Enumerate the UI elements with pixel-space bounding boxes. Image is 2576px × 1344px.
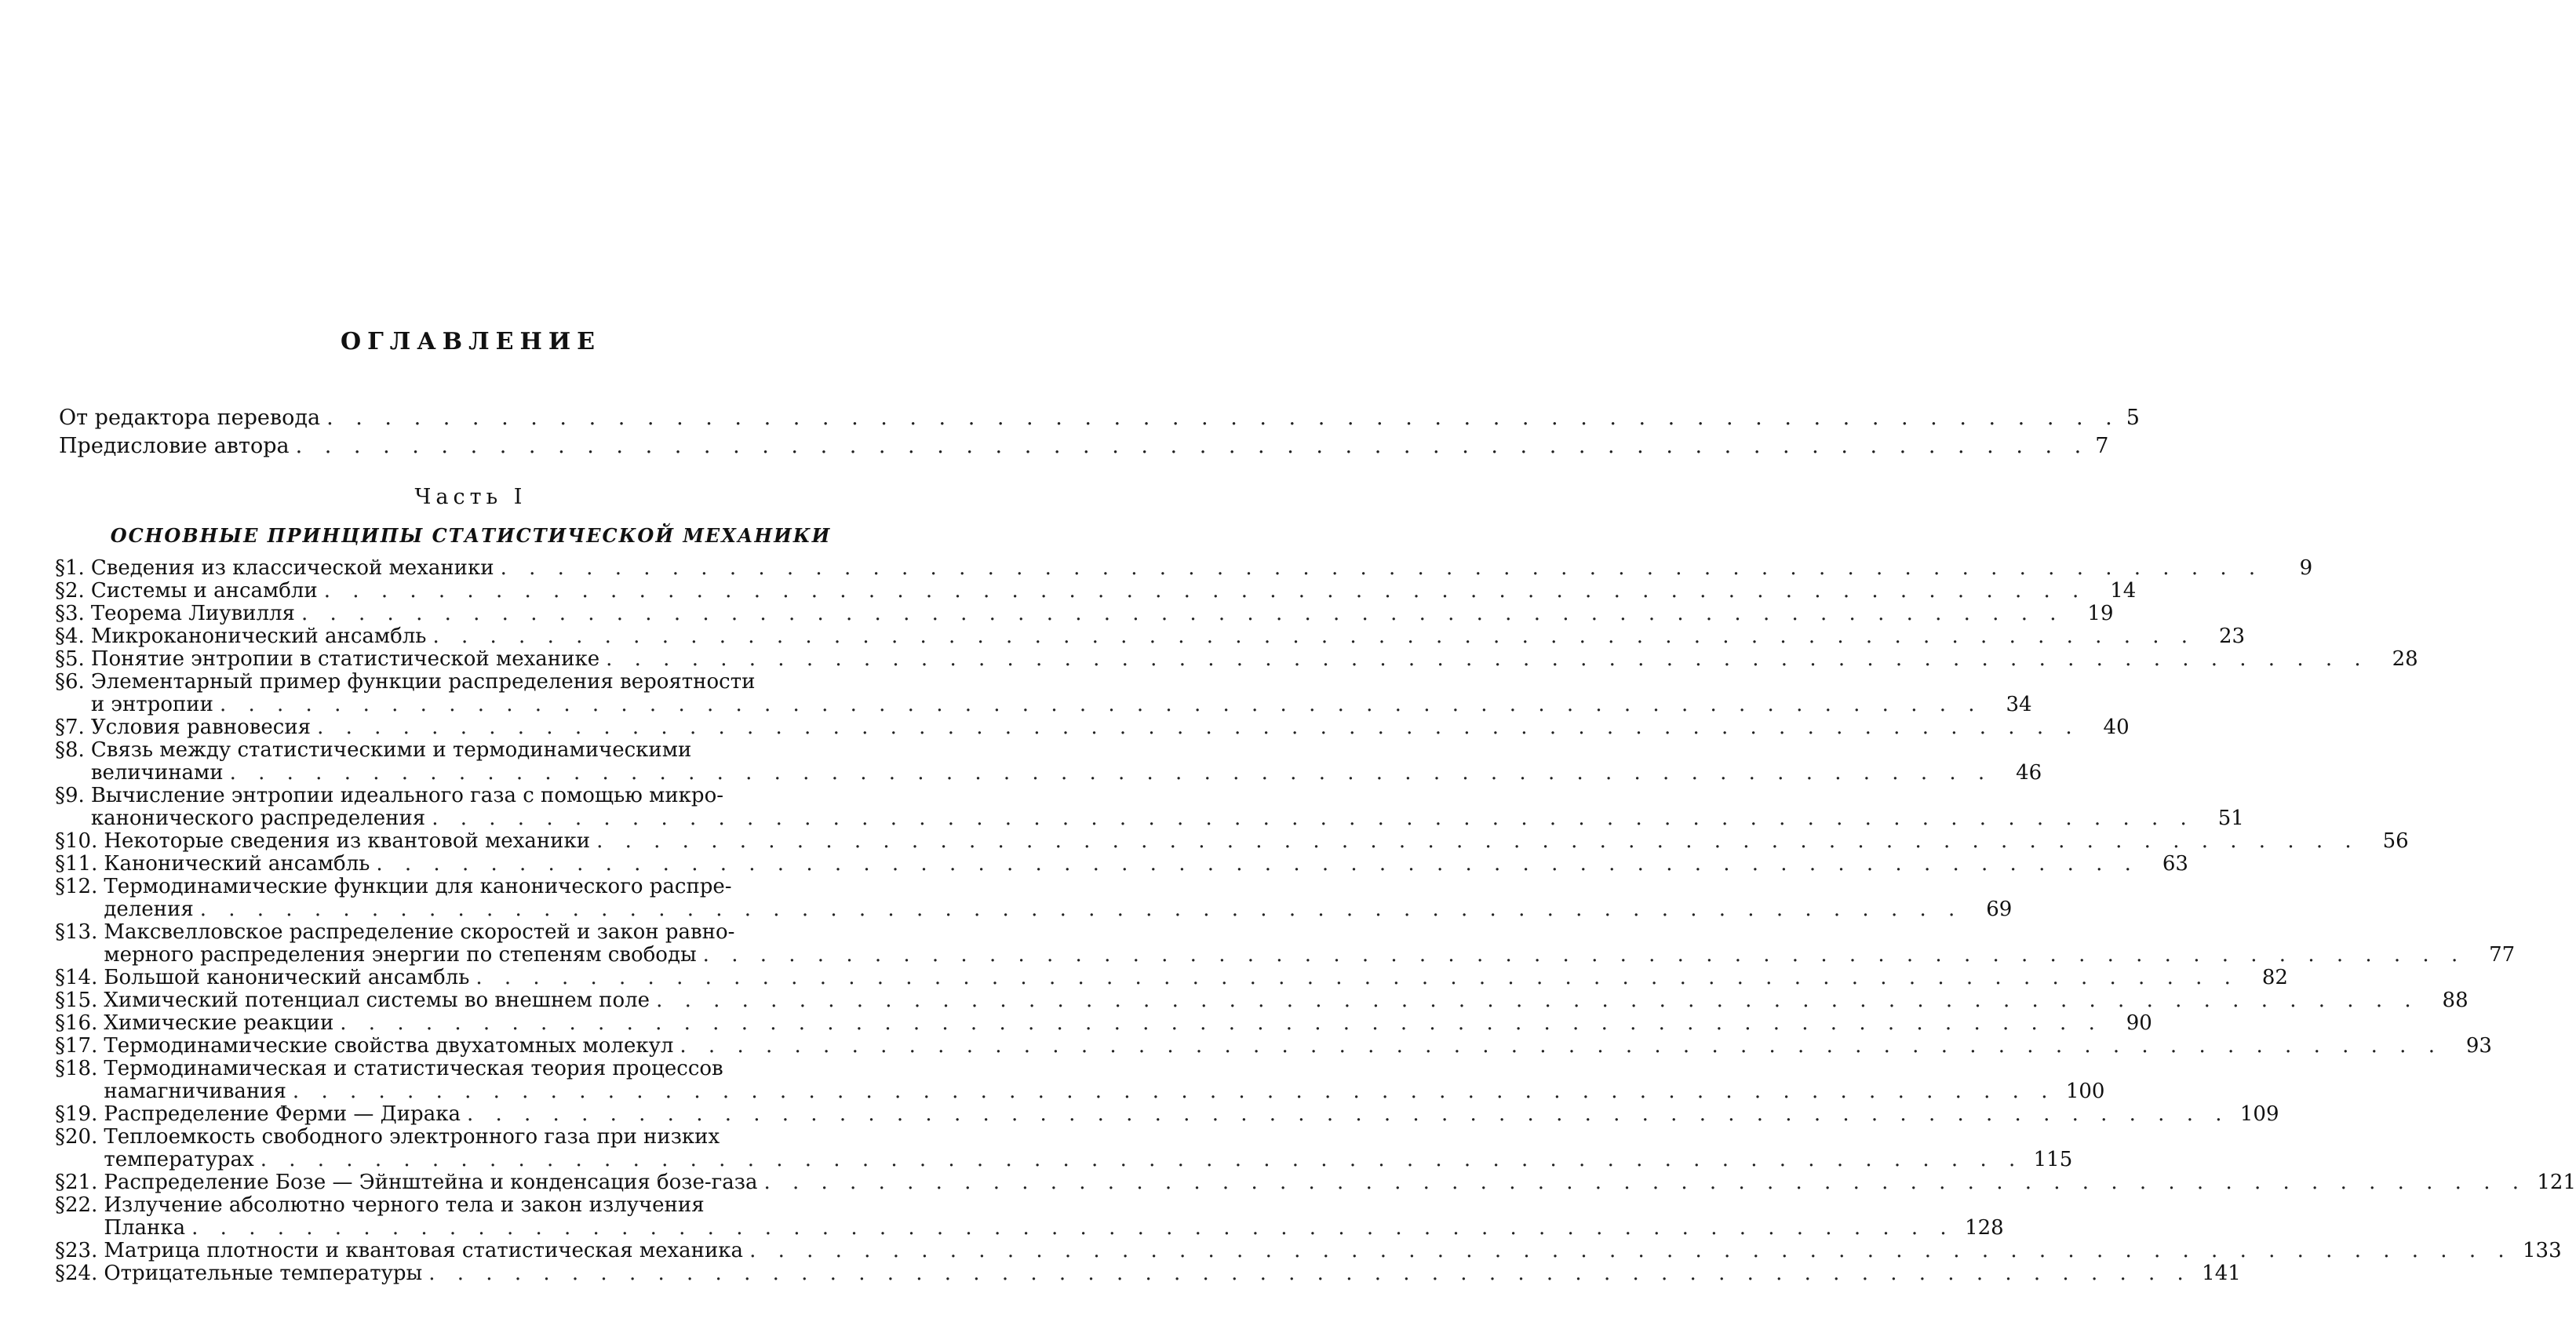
- part-number: Часть I: [414, 485, 527, 509]
- page-number: 51: [2217, 807, 2244, 830]
- entry-body: [104, 1262, 2240, 1285]
- entry-title: Термодинамическая и статистическая теория процессов: [104, 1057, 723, 1080]
- entry-line: [91, 603, 2114, 625]
- toc-entry: [55, 852, 2188, 876]
- toc-entry: [55, 625, 2246, 648]
- section-mark: §: [55, 1034, 65, 1058]
- toc-entry: [55, 1193, 2004, 1240]
- leader-dots: [596, 830, 2359, 853]
- part-title: ОСНОВНЫЕ ПРИНЦИПЫ СТАТИСТИЧЕСКОЙ МЕХАНИКИ: [110, 524, 832, 547]
- leader-dots: [200, 898, 1963, 921]
- entry-body: [104, 921, 2515, 967]
- entry-line: [104, 1240, 2561, 1262]
- page-number: 34: [2006, 693, 2032, 716]
- entry-title: Распределение Бозе — Эйнштейна и конденсация бозе-газа: [104, 1171, 758, 1194]
- leader-dots: [301, 603, 2064, 625]
- section-number: 9.: [65, 784, 85, 807]
- entry-title: Термодинамические свойства двухатомных молекул: [104, 1034, 674, 1058]
- section-number: 20.: [65, 1125, 98, 1149]
- leader-dots: [220, 694, 1983, 716]
- entry-title: Канонический ансамбль: [104, 852, 370, 876]
- section-number: 1.: [65, 556, 85, 580]
- toc-entry: [55, 784, 2244, 830]
- entry-body: [104, 876, 2012, 921]
- entry-line: [104, 853, 2188, 876]
- section-mark: §: [55, 875, 65, 898]
- entry-title: Связь между статистическими и термодинамическими: [90, 738, 692, 762]
- section-mark: §: [55, 670, 65, 694]
- toc-entry: [55, 1102, 2279, 1126]
- entry-title: Сведения из классической механики: [90, 556, 494, 580]
- leader-dots: [376, 853, 2139, 876]
- page-number: 23: [2218, 625, 2246, 648]
- toc-entry: [55, 1262, 2241, 1285]
- entry-body: [104, 1012, 2152, 1035]
- section-mark: §: [55, 989, 65, 1012]
- section-number: 6.: [65, 670, 85, 694]
- section-mark: §: [55, 716, 65, 739]
- entry-body: [104, 1103, 2279, 1126]
- page-number: 93: [2465, 1034, 2492, 1058]
- section-mark: §: [55, 602, 65, 625]
- toc-list: [55, 556, 2576, 1285]
- section-number: 21.: [65, 1171, 98, 1194]
- entry-body: [104, 1058, 2104, 1103]
- section-mark: §: [55, 1057, 65, 1080]
- entry-line: [91, 785, 2244, 807]
- leader-dots: [296, 432, 2090, 461]
- section-number: 3.: [65, 602, 85, 625]
- entry-title: Условия равновесия: [90, 716, 312, 739]
- section-number: 4.: [65, 625, 85, 648]
- section-number: 19.: [65, 1102, 98, 1126]
- entry-body: [104, 1035, 2492, 1058]
- entry-title: величинами: [90, 761, 224, 785]
- entry-title: Химические реакции: [104, 1011, 334, 1035]
- leader-dots: [680, 1035, 2443, 1058]
- entry-line: [91, 694, 2032, 716]
- page-number: 46: [2016, 761, 2042, 785]
- entry-body: [91, 671, 2032, 716]
- toc-entry: [55, 579, 2137, 603]
- section-number: 8.: [65, 738, 85, 762]
- page-number: 19: [2087, 602, 2114, 625]
- section-mark: §: [55, 1193, 65, 1217]
- toc-entry: [59, 404, 2140, 432]
- entry-line: [91, 625, 2245, 648]
- section-number: 23.: [65, 1239, 98, 1262]
- entry-line: [104, 921, 2515, 944]
- entry-title: Химический потенциал системы во внешнем поле: [104, 989, 650, 1012]
- entry-line: [104, 1217, 2003, 1240]
- section-mark: §: [55, 1102, 65, 1126]
- entry-body: [91, 580, 2137, 603]
- section-number: 5.: [65, 647, 85, 671]
- entry-line: [91, 580, 2137, 603]
- page-number: 121: [2537, 1171, 2576, 1194]
- entry-body: [91, 648, 2418, 671]
- toc-entry: [59, 432, 2109, 461]
- leader-dots: [501, 557, 2264, 580]
- toc-entry: [55, 738, 2042, 785]
- section-mark: §: [55, 1125, 65, 1149]
- entry-line: [104, 1103, 2279, 1126]
- toc-entry: [55, 1239, 2562, 1262]
- page-number: 141: [2202, 1262, 2241, 1285]
- entry-line: [104, 989, 2468, 1012]
- entry-title: Системы и ансамбли: [90, 579, 318, 603]
- entry-body: [104, 1240, 2561, 1262]
- entry-title: Излучение абсолютно черного тела и закон излучения: [104, 1193, 705, 1217]
- leader-dots: [293, 1080, 2056, 1103]
- page-title: ОГЛАВЛЕНИЕ: [340, 328, 602, 355]
- section-mark: §: [55, 1011, 65, 1035]
- entry-body: [91, 739, 2042, 785]
- toc-entry: [55, 1171, 2576, 1194]
- page-number: 109: [2239, 1102, 2279, 1126]
- page-number: 82: [2261, 966, 2288, 989]
- toc-entry: [55, 1057, 2105, 1103]
- toc-entry: [55, 647, 2418, 671]
- section-mark: §: [55, 1171, 65, 1194]
- entry-title: Некоторые сведения из квантовой механики: [104, 829, 591, 853]
- page-number: 69: [1986, 898, 2013, 921]
- entry-body: [91, 603, 2114, 625]
- leader-dots: [326, 404, 2120, 432]
- leader-dots: [467, 1103, 2230, 1126]
- entry-line: [104, 830, 2408, 853]
- leader-dots: [261, 1149, 2024, 1171]
- toc-entry: [55, 556, 2313, 580]
- toc-entry: [55, 829, 2409, 853]
- front-matter-list: [59, 404, 2140, 461]
- section-number: 2.: [65, 579, 85, 603]
- section-number: 12.: [65, 875, 98, 898]
- section-number: 11.: [65, 852, 98, 876]
- entry-title: канонического распределения: [90, 807, 426, 830]
- leader-dots: [191, 1217, 1955, 1240]
- entry-body: [104, 1194, 2003, 1240]
- leader-dots: [656, 989, 2419, 1012]
- entry-line: [104, 1171, 2576, 1194]
- toc-entry: [55, 1011, 2152, 1035]
- page-number: 77: [2489, 943, 2516, 967]
- toc-entry: [55, 989, 2469, 1012]
- entry-title: температурах: [104, 1148, 254, 1171]
- section-mark: §: [55, 829, 65, 853]
- entry-title: Микроканонический ансамбль: [90, 625, 427, 648]
- section-number: 10.: [65, 829, 98, 853]
- entry-title: От редактора перевода: [59, 406, 321, 430]
- entry-title: Распределение Ферми — Дирака: [104, 1102, 461, 1126]
- page-number: 63: [2162, 852, 2188, 876]
- entry-title: и энтропии: [90, 693, 213, 716]
- page-number: 5: [2126, 406, 2140, 430]
- section-number: 14.: [65, 966, 98, 989]
- section-number: 24.: [65, 1262, 98, 1285]
- entry-body: [91, 625, 2245, 648]
- section-mark: §: [55, 1262, 65, 1285]
- entry-body: [91, 557, 2312, 580]
- section-mark: §: [55, 852, 65, 876]
- leader-dots: [763, 1171, 2527, 1194]
- entry-line: [104, 1262, 2240, 1285]
- entry-line: [91, 807, 2244, 830]
- entry-title: Максвелловское распределение скоростей и закон равно-: [104, 920, 735, 944]
- section-mark: §: [55, 784, 65, 807]
- page-number: 90: [2126, 1011, 2152, 1035]
- section-number: 7.: [65, 716, 85, 739]
- section-mark: §: [55, 966, 65, 989]
- entry-line: [104, 1149, 2072, 1171]
- entry-line: [91, 648, 2418, 671]
- entry-body: [104, 1126, 2072, 1171]
- entry-line: [104, 898, 2012, 921]
- entry-body: [91, 716, 2130, 739]
- section-mark: §: [55, 738, 65, 762]
- leader-dots: [340, 1012, 2103, 1035]
- section-number: 17.: [65, 1034, 98, 1058]
- page-number: 133: [2522, 1239, 2562, 1262]
- page-number: 128: [1965, 1216, 2004, 1240]
- leader-dots: [432, 625, 2195, 648]
- leader-dots: [317, 716, 2080, 739]
- section-number: 15.: [65, 989, 98, 1012]
- entry-title: Теплоемкость свободного электронного газа при низких: [104, 1125, 720, 1149]
- entry-title: Отрицательные температуры: [104, 1262, 423, 1285]
- section-mark: §: [55, 579, 65, 603]
- section-mark: §: [55, 625, 65, 648]
- section-mark: §: [55, 1239, 65, 1262]
- toc-entry: [55, 966, 2288, 989]
- entry-title: Матрица плотности и квантовая статистическая механика: [104, 1239, 744, 1262]
- entry-body: [104, 1171, 2576, 1194]
- leader-dots: [432, 807, 2195, 830]
- toc-entry: [55, 1034, 2492, 1058]
- section-number: 22.: [65, 1193, 98, 1217]
- entry-line: [104, 1080, 2104, 1103]
- leader-dots: [324, 580, 2087, 603]
- leader-dots: [606, 648, 2369, 671]
- entry-title: мерного распределения энергии по степеням свободы: [104, 943, 697, 967]
- section-number: 13.: [65, 920, 98, 944]
- entry-line: [104, 967, 2288, 989]
- section-number: 18.: [65, 1057, 98, 1080]
- toc-entry: [55, 670, 2032, 716]
- page-number: 88: [2442, 989, 2469, 1012]
- entry-line: [104, 1012, 2152, 1035]
- toc-entry: [55, 920, 2516, 967]
- page-number: 9: [2299, 556, 2313, 580]
- page-number: 7: [2095, 434, 2109, 458]
- page-number: 115: [2033, 1148, 2073, 1171]
- toc-entry: [55, 602, 2114, 625]
- entry-body: [91, 785, 2244, 830]
- entry-line: [91, 557, 2312, 580]
- entry-line: [91, 671, 2032, 694]
- entry-line: [104, 1194, 2003, 1217]
- toc-entry: [55, 716, 2130, 739]
- entry-body: [104, 853, 2188, 876]
- entry-body: [104, 830, 2408, 853]
- leader-dots: [475, 967, 2239, 989]
- leader-dots: [230, 762, 1993, 785]
- entry-line: [104, 1035, 2492, 1058]
- page-number: 40: [2103, 716, 2130, 739]
- page-number: 56: [2382, 829, 2409, 853]
- entry-title: Понятие энтропии в статистической механике: [90, 647, 600, 671]
- leader-dots: [703, 944, 2466, 967]
- leader-dots: [749, 1240, 2512, 1262]
- entry-title: Большой канонический ансамбль: [104, 966, 470, 989]
- section-mark: §: [55, 920, 65, 944]
- toc-entry: [55, 875, 2013, 921]
- entry-body: [104, 967, 2288, 989]
- entry-line: [104, 876, 2012, 898]
- entry-title: деления: [104, 898, 194, 921]
- page-number: 28: [2392, 647, 2418, 671]
- entry-line: [104, 1126, 2072, 1149]
- entry-line: [104, 1058, 2104, 1080]
- page-number: 100: [2065, 1080, 2105, 1103]
- entry-line: [91, 762, 2042, 785]
- entry-title: намагничивания: [104, 1080, 286, 1103]
- entry-line: [104, 944, 2515, 967]
- toc-entry: [55, 1125, 2073, 1171]
- entry-title: Теорема Лиувилля: [90, 602, 295, 625]
- page-number: 14: [2110, 579, 2137, 603]
- section-number: 16.: [65, 1011, 98, 1035]
- entry-line: [91, 739, 2042, 762]
- entry-title: Вычисление энтропии идеального газа с помощью микро-: [90, 784, 724, 807]
- entry-title: Элементарный пример функции распределения вероятности: [90, 670, 756, 694]
- section-mark: §: [55, 647, 65, 671]
- entry-title: Планка: [104, 1216, 186, 1240]
- entry-line: [91, 716, 2130, 739]
- leader-dots: [428, 1262, 2192, 1285]
- entry-title: Термодинамические функции для канонического распре-: [104, 875, 732, 898]
- entry-body: [104, 989, 2468, 1012]
- section-mark: §: [55, 556, 65, 580]
- entry-title: Предисловие автора: [59, 434, 290, 458]
